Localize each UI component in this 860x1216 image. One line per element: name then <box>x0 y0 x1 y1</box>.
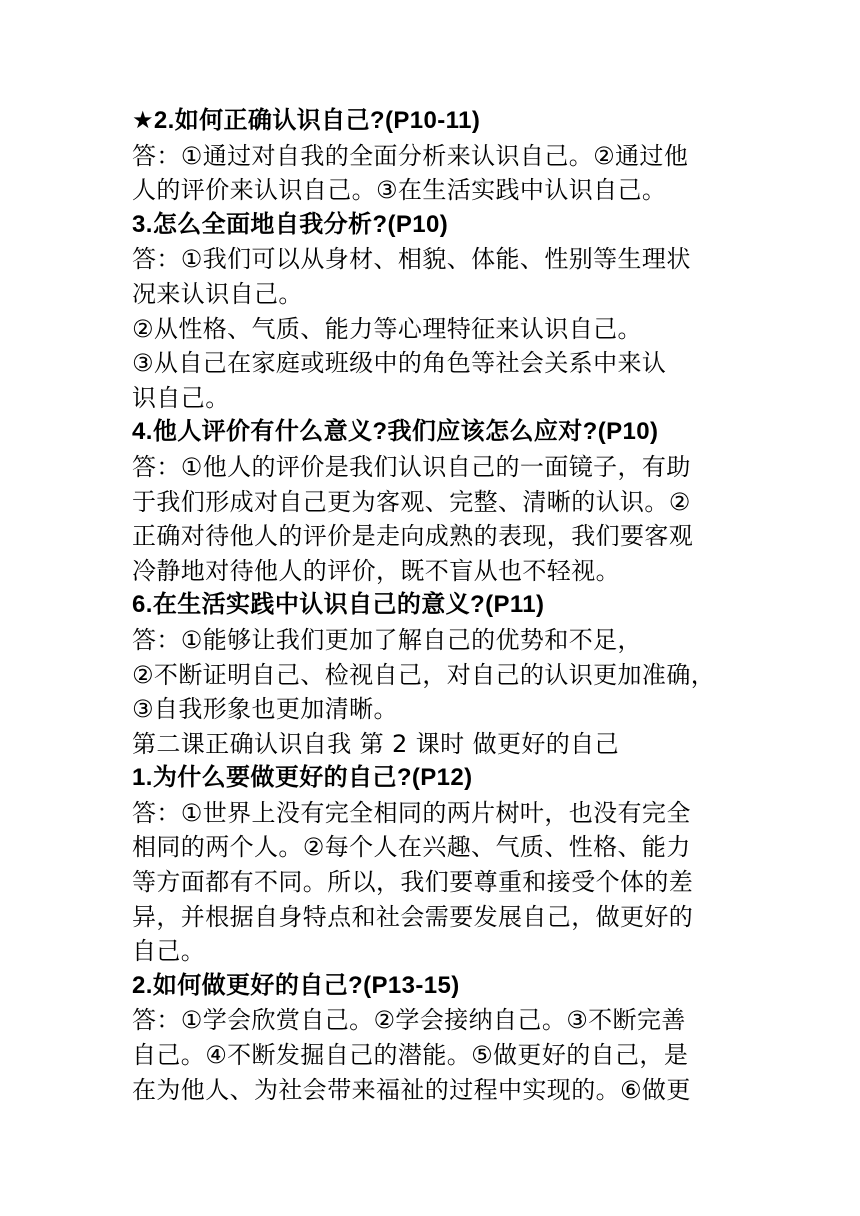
answer-line: 冷静地对待他人的评价，既不盲从也不轻视。 <box>132 556 620 585</box>
answer-line: 自己。④不断发掘自己的潜能。⑤做更好的自己，是 <box>132 1041 689 1070</box>
answer-line: 正确对待他人的评价是走向成熟的表现，我们要客观 <box>132 522 694 551</box>
answer-line: 答：①能够让我们更加了解自己的优势和不足， <box>132 625 642 654</box>
question-line: ★2.如何正确认识自己?(P10-11) <box>132 107 481 134</box>
answer-line: 异，并根据自身特点和社会需要发展自己，做更好的 <box>132 902 694 931</box>
answer-line: 于我们形成对自己更为客观、完整、清晰的认识。② <box>132 487 691 516</box>
question-line: 1.为什么要做更好的自己?(P12) <box>132 764 473 792</box>
answer-line: ②不断证明自己、检视自己，对自己的认识更加准确， <box>132 660 716 689</box>
answer-line: ②从性格、气质、能力等心理特征来认识自己。 <box>132 314 642 343</box>
question-line: 4.他人评价有什么意义?我们应该怎么应对?(P10) <box>132 418 659 446</box>
answer-line: 答：①世界上没有完全相同的两片树叶，也没有完全 <box>132 798 691 827</box>
answer-line: 答：①他人的评价是我们认识自己的一面镜子，有助 <box>132 452 691 481</box>
question-line: 3.怎么全面地自我分析?(P10) <box>132 210 449 238</box>
answer-line: 答：①我们可以从身材、相貌、体能、性别等生理状 <box>132 245 691 274</box>
answer-line: ③自我形象也更加清晰。 <box>132 695 398 724</box>
answer-line: 答：①学会欣赏自己。②学会接纳自己。③不断完善 <box>132 1006 686 1035</box>
answer-line: 识自己。 <box>132 383 230 412</box>
answer-line: 相同的两个人。②每个人在兴趣、气质、性格、能力 <box>132 833 691 862</box>
answer-line: 况来认识自己。 <box>132 279 303 308</box>
answer-line: 人的评价来认识自己。③在生活实践中认识自己。 <box>132 176 667 205</box>
answer-line: 自己。 <box>132 937 206 966</box>
answer-line: ③从自己在家庭或班级中的角色等社会关系中来认 <box>132 349 667 378</box>
question-line: 6.在生活实践中认识自己的意义?(P11) <box>132 591 545 619</box>
section-heading: 第二课正确认识自我 第 2 课时 做更好的自己 <box>132 729 619 758</box>
document-page <box>132 104 732 1107</box>
answer-line: 等方面都有不同。所以，我们要尊重和接受个体的差 <box>132 868 694 897</box>
answer-line: 答：①通过对自我的全面分析来认识自己。②通过他 <box>132 141 689 170</box>
answer-line: 在为他人、为社会带来福祉的过程中实现的。⑥做更 <box>132 1075 691 1104</box>
question-line: 2.如何做更好的自己?(P13-15) <box>132 971 460 999</box>
